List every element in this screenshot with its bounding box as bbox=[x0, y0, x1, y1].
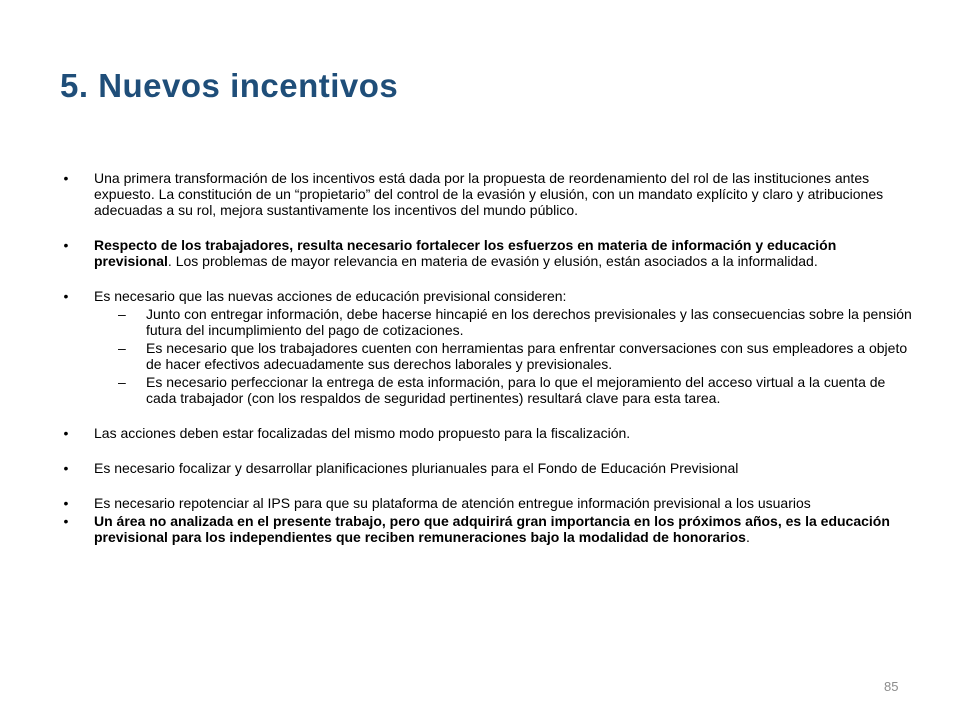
page-number: 85 bbox=[884, 679, 899, 694]
bullet-text: Es necesario focalizar y desarrollar planificaciones plurianuales para el Fondo de Educación Previsional bbox=[94, 460, 739, 476]
bullet-item bbox=[60, 460, 912, 476]
bullet-marker: • bbox=[63, 170, 69, 186]
bullet-item bbox=[60, 288, 912, 304]
slide-title: 5. Nuevos incentivos bbox=[60, 67, 399, 104]
bullet-text: . bbox=[745, 529, 750, 545]
bullet-bold-text: Respecto de los trabajadores, resulta necesario fortalecer los esfuerzos en materia de información y educación previsional bbox=[94, 237, 837, 269]
sub-item-marker: – bbox=[118, 306, 126, 322]
bullet-marker: • bbox=[63, 425, 69, 441]
bullet-text: Una primera transformación de los incentivos está dada por la propuesta de reordenamiento del rol de las instituciones antes expuesto. La constitución de un “propietario” del control de la evasión y elusión, con un mandato explícito y claro y atribuciones adecuadas a su rol, mejora sustantivamente los incentivos del mundo público. bbox=[94, 170, 884, 218]
sub-item bbox=[60, 306, 912, 338]
bullet-text: Las acciones deben estar focalizadas del mismo modo propuesto para la fiscalización. bbox=[94, 425, 631, 441]
bullet-item bbox=[60, 425, 912, 441]
bullet-bold-text: Un área no analizada en el presente trabajo, pero que adquirirá gran importancia en los próximos años, es la educación previsional para los independientes que reciben remuneraciones bajo la modalidad de honorarios bbox=[94, 513, 890, 545]
bullet-marker: • bbox=[63, 513, 69, 529]
sub-item-marker: – bbox=[118, 374, 126, 390]
bullet-item bbox=[60, 170, 912, 218]
bullet-text: Es necesario repotenciar al IPS para que su plataforma de atención entregue información previsional a los usuarios bbox=[94, 495, 811, 511]
sub-item-marker: – bbox=[118, 340, 126, 356]
sub-item-text: Es necesario perfeccionar la entrega de esta información, para lo que el mejoramiento del acceso virtual a la cuenta de cada trabajador (con los respaldos de seguridad pertinentes) resultará clave para esta tarea. bbox=[146, 374, 886, 406]
sub-item bbox=[60, 340, 912, 372]
bullet-item bbox=[60, 237, 912, 269]
sub-item-text: Es necesario que los trabajadores cuenten con herramientas para enfrentar conversaciones con sus empleadores a objeto de hacer efectivos adecuadamente sus derechos laborales y previsionales. bbox=[146, 340, 908, 372]
slide-content bbox=[60, 170, 912, 545]
bullet-marker: • bbox=[63, 495, 69, 511]
bullet-marker: • bbox=[63, 237, 69, 253]
bullet-item bbox=[60, 495, 912, 511]
bullet-text: Es necesario que las nuevas acciones de educación previsional consideren: bbox=[94, 288, 567, 304]
sub-item-text: Junto con entregar información, debe hacerse hincapié en los derechos previsionales y las consecuencias sobre la pensión futura del incumplimiento del pago de cotizaciones. bbox=[146, 306, 912, 338]
bullet-item bbox=[60, 513, 912, 545]
bullet-marker: • bbox=[63, 288, 69, 304]
bullet-text: . Los problemas de mayor relevancia en materia de evasión y elusión, están asociados a la informalidad. bbox=[167, 253, 818, 269]
sub-item bbox=[60, 374, 912, 406]
bullet-marker: • bbox=[63, 460, 69, 476]
